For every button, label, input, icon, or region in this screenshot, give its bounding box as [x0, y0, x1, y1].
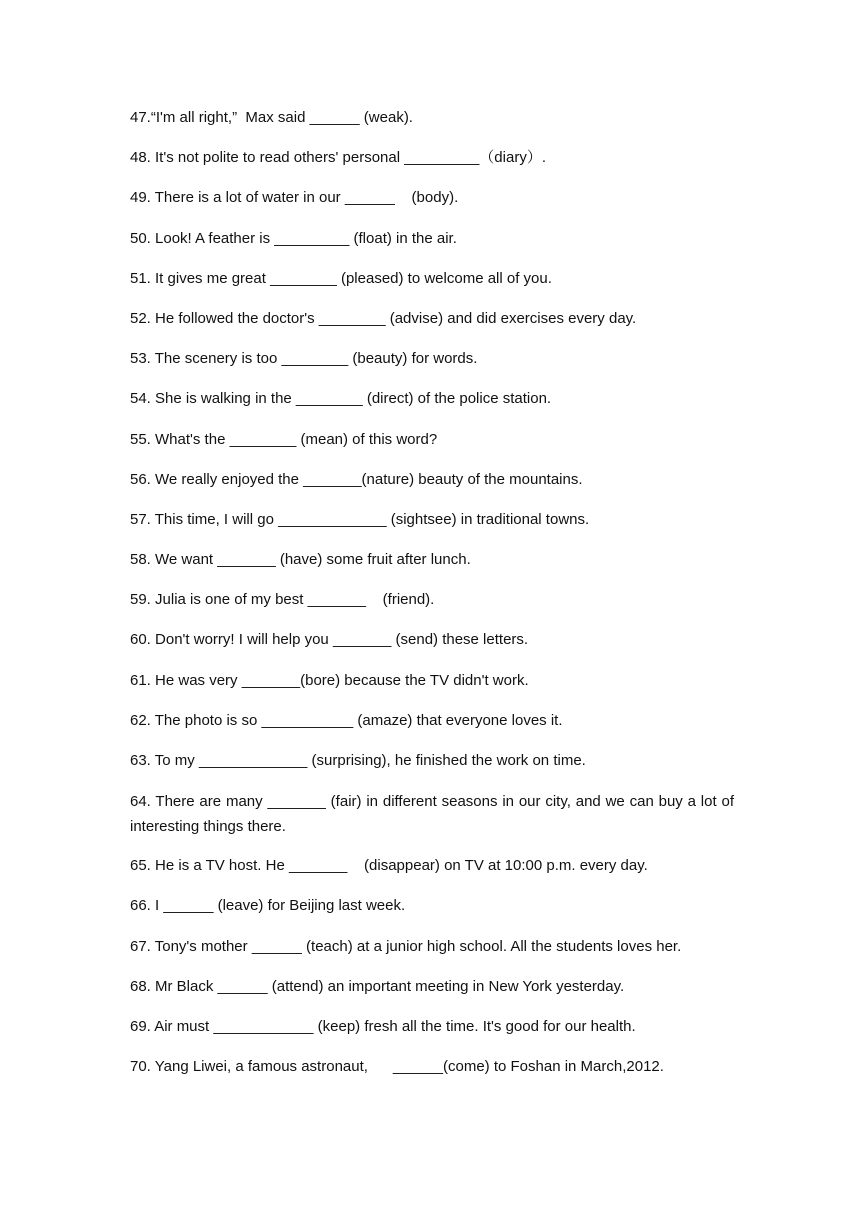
exercise-52: 52. He followed the doctor's ________ (advise) and did exercises every day.	[130, 309, 637, 327]
exercise-66: 66. I ______ (leave) for Beijing last week.	[130, 897, 406, 915]
exercise-62: 62. The photo is so ___________ (amaze) that everyone loves it.	[130, 711, 563, 729]
exercise-53: 53. The scenery is too ________ (beauty) for words.	[130, 350, 478, 368]
exercise-51: 51. It gives me great ________ (pleased) to welcome all of you.	[130, 269, 552, 287]
exercise-59: 59. Julia is one of my best _______ (friend).	[130, 591, 435, 609]
exercise-69: 69. Air must ____________ (keep) fresh all the time. It's good for our health.	[130, 1017, 636, 1035]
exercise-58: 58. We want _______ (have) some fruit after lunch.	[130, 551, 471, 569]
exercise-49: 49. There is a lot of water in our ______ (body).	[130, 189, 459, 207]
exercise-65: 65. He is a TV host. He _______ (disappear) on TV at 10:00 p.m. every day.	[130, 857, 648, 875]
exercise-55: 55. What's the ________ (mean) of this word?	[130, 430, 438, 448]
exercise-list	[130, 106, 739, 1095]
exercise-64: 64. There are many _______ (fair) in different seasons in our city, and we can buy a lot of interesting things there.	[130, 793, 739, 836]
exercise-68: 68. Mr Black ______ (attend) an important meeting in New York yesterday.	[130, 977, 625, 995]
exercise-57: 57. This time, I will go _____________ (sightsee) in traditional towns.	[130, 510, 590, 528]
exercise-67: 67. Tony's mother ______ (teach) at a junior high school. All the students loves her.	[130, 937, 682, 955]
exercise-50: 50. Look! A feather is _________ (float) in the air.	[130, 229, 457, 247]
exercise-61: 61. He was very _______(bore) because the TV didn't work.	[130, 671, 529, 689]
exercise-70: 70. Yang Liwei, a famous astronaut, ______(come) to Foshan in March,2012.	[130, 1058, 664, 1076]
exercise-47: 47.“I'm all right,” Max said ______ (weak).	[130, 109, 413, 126]
exercise-48: 48. It's not polite to read others' personal _________（diary）.	[130, 149, 546, 167]
exercise-56: 56. We really enjoyed the _______(nature) beauty of the mountains.	[130, 470, 583, 488]
exercise-54: 54. She is walking in the ________ (direct) of the police station.	[130, 390, 552, 408]
exercise-63: 63. To my _____________ (surprising), he finished the work on time.	[130, 752, 586, 769]
exercise-60: 60. Don't worry! I will help you _______ (send) these letters.	[130, 631, 529, 649]
